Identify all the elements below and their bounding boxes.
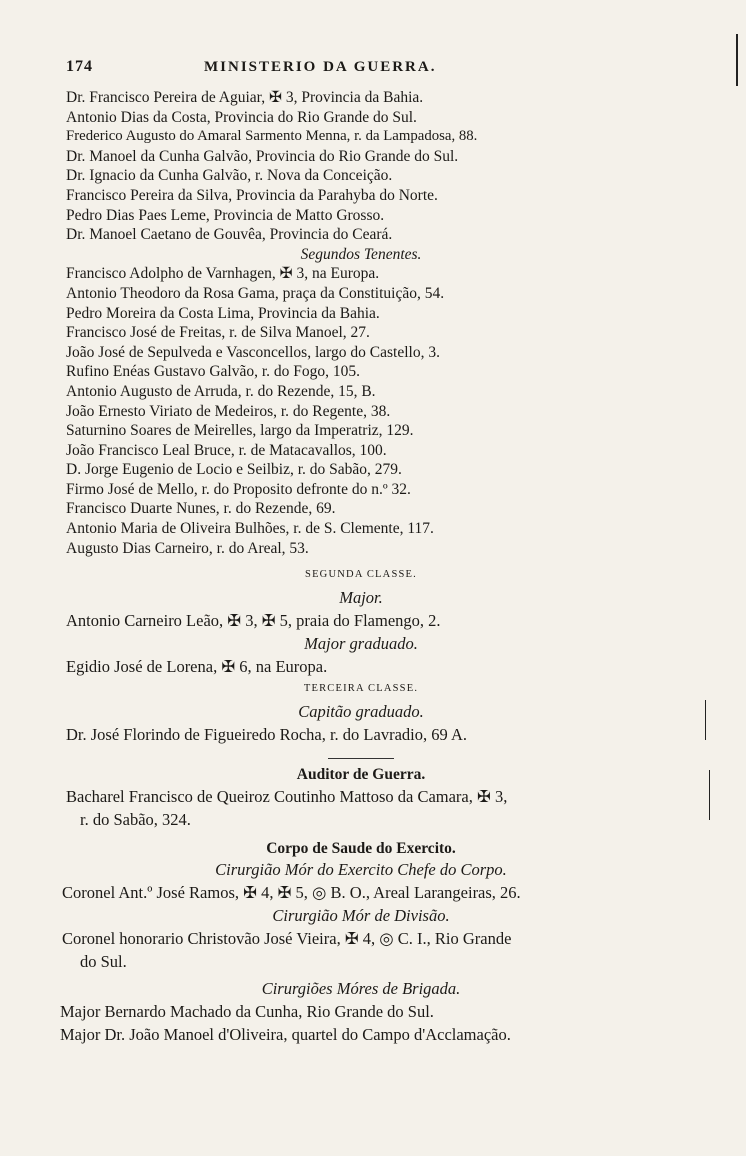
list-item: Antonio Maria de Oliveira Bulhões, r. de S. Clemente, 117. (66, 520, 434, 538)
list-item: João Francisco Leal Bruce, r. de Matacavallos, 100. (66, 441, 387, 459)
list-item: Antonio Augusto de Arruda, r. do Rezende, 15, B. (66, 382, 376, 400)
list-item: Francisco Adolpho de Varnhagen, ✠ 3, na Europa. (66, 265, 380, 283)
list-item: Pedro Moreira da Costa Lima, Provincia da Bahia. (66, 304, 380, 322)
list-item: Saturnino Soares de Meirelles, largo da Imperatriz, 129. (66, 422, 414, 440)
page-header (66, 58, 656, 88)
rank-heading-cirurgiao-mor-exercito: Cirurgião Mór do Exercito Chefe do Corpo. (215, 860, 507, 880)
list-item: Antonio Carneiro Leão, ✠ 3, ✠ 5, praia do Flamengo, 2. (66, 611, 441, 631)
section-divider (328, 758, 394, 759)
list-item: Dr. Manoel da Cunha Galvão, Provincia do Rio Grande do Sul. (66, 147, 459, 165)
page-edge-mark-mid2 (709, 770, 711, 820)
page-edge-mark-top (736, 34, 738, 86)
list-item: Coronel honorario Christovão José Vieira, ✠ 4, ◎ C. I., Rio Grande (62, 929, 512, 949)
list-item: Rufino Enéas Gustavo Galvão, r. do Fogo, 105. (66, 363, 361, 381)
section-heading-segunda-classe: SEGUNDA CLASSE. (305, 569, 417, 581)
section-heading-corpo-de-saude: Corpo de Saude do Exercito. (266, 839, 456, 857)
rank-heading-cirurgiao-mor-divisao: Cirurgião Mór de Divisão. (272, 906, 450, 926)
list-item: João Ernesto Viriato de Medeiros, r. do Regente, 38. (66, 402, 391, 420)
list-item: Pedro Dias Paes Leme, Provincia de Matto Grosso. (66, 206, 385, 224)
list-item: João José de Sepulveda e Vasconcellos, largo do Castello, 3. (66, 343, 440, 361)
document-page (60, 58, 656, 1046)
list-item: Antonio Theodoro da Rosa Gama, praça da Constituição, 54. (66, 284, 445, 302)
list-item: Francisco Pereira da Silva, Provincia da Parahyba do Norte. (66, 186, 438, 204)
list-item: Major Bernardo Machado da Cunha, Rio Grande do Sul. (60, 1002, 434, 1022)
page-title: MINISTERIO DA GUERRA. (204, 59, 437, 75)
section-heading-segundos-tenentes: Segundos Tenentes. (300, 245, 422, 263)
list-item: Dr. José Florindo de Figueiredo Rocha, r. do Lavradio, 69 A. (66, 725, 467, 745)
list-item: Augusto Dias Carneiro, r. do Areal, 53. (66, 539, 309, 557)
page-edge-mark-mid (705, 700, 707, 740)
list-item: Francisco Duarte Nunes, r. do Rezende, 69. (66, 500, 336, 518)
list-item: Coronel Ant.º José Ramos, ✠ 4, ✠ 5, ◎ B. O., Areal Larangeiras, 26. (62, 883, 521, 903)
list-item: D. Jorge Eugenio de Locio e Seilbiz, r. do Sabão, 279. (66, 461, 402, 479)
primeiros-tenentes-list (66, 88, 656, 245)
list-item: Dr. Ignacio da Cunha Galvão, r. Nova da Conceição. (66, 167, 393, 185)
section-heading-auditor: Auditor de Guerra. (296, 766, 426, 784)
list-item: Bacharel Francisco de Queiroz Coutinho Mattoso da Camara, ✠ 3, (66, 786, 508, 806)
list-item: Dr. Francisco Pereira de Aguiar, ✠ 3, Provincia da Bahia. (66, 89, 424, 106)
list-item: Francisco José de Freitas, r. de Silva Manoel, 27. (66, 324, 370, 342)
list-item: Antonio Dias da Costa, Provincia do Rio Grande do Sul. (66, 108, 417, 126)
section-heading-terceira-classe: TERCEIRA CLASSE. (303, 683, 419, 695)
page-number: 174 (66, 58, 93, 75)
rank-heading-capitao-graduado: Capitão graduado. (298, 702, 424, 722)
list-item: Major Dr. João Manoel d'Oliveira, quartel do Campo d'Acclamação. (60, 1025, 511, 1045)
rank-heading-cirurgioes-mores-brigada: Cirurgiões Móres de Brigada. (261, 979, 461, 999)
rank-heading-major: Major. (339, 588, 383, 608)
rank-heading-major-graduado: Major graduado. (304, 634, 418, 654)
list-item-continuation: r. do Sabão, 324. (80, 809, 191, 829)
list-item: Frederico Augusto do Amaral Sarmento Menna, r. da Lampadosa, 88. (66, 128, 478, 145)
segundos-tenentes-list (66, 264, 656, 558)
list-item: Firmo José de Mello, r. do Proposito defronte do n.º 32. (66, 480, 411, 498)
list-item-continuation: do Sul. (80, 952, 127, 972)
list-item: Dr. Manoel Caetano de Gouvêa, Provincia do Ceará. (66, 226, 393, 244)
list-item: Egidio José de Lorena, ✠ 6, na Europa. (66, 657, 328, 677)
